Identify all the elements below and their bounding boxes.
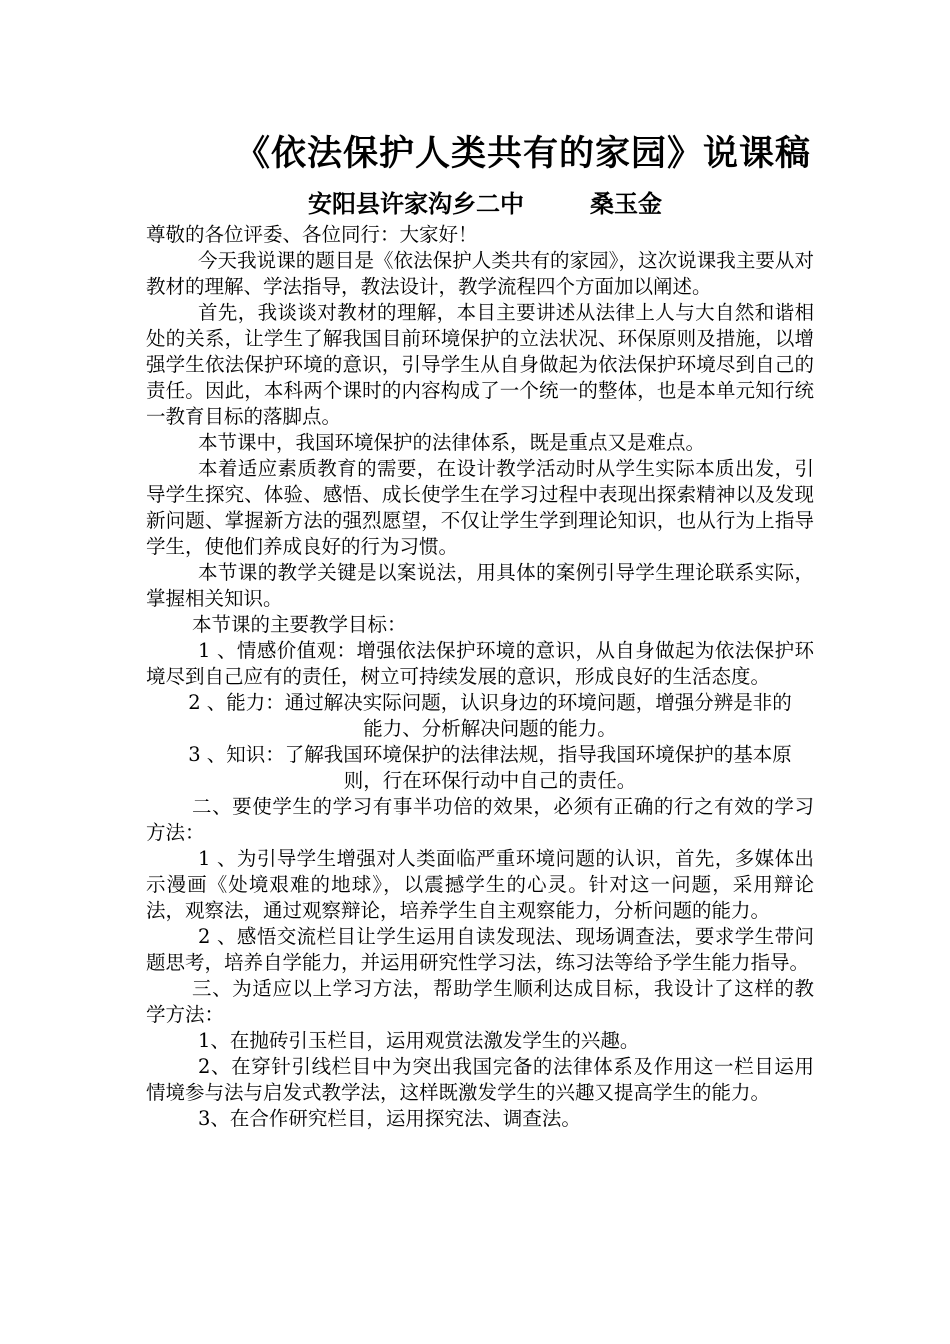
paragraph: 首先，我谈谈对教材的理解，本目主要讲述从法律上人与大自然和谐相处的关系，让学生了解我国目前环境保护的立法状况、环保原则及措施，以增强学生依法保护环境的意识，引导学生从自身做起为依法保护环境尽到自己的责任。因此，本科两个课时的内容构成了一个统一的整体，也是本单元知行统一教育目标的落脚点。 (146, 301, 814, 428)
method-item: 2、在穿针引线栏目中为突出我国完备的法律体系及作用这一栏目运用情境参与法与启发式教学法，这样既激发学生的兴趣又提高学生的能力。 (146, 1055, 814, 1104)
paragraph: 本节课的主要教学目标： (192, 613, 407, 636)
document-title: 《依法保护人类共有的家园》说课稿 (234, 134, 811, 174)
method-item: 1、在抛砖引玉栏目，运用观赏法激发学生的兴趣。 (198, 1029, 640, 1052)
method-item: 1 、为引导学生增强对人类面临严重环境问题的认识，首先，多媒体出示漫画《处境艰难的地球》，以震撼学生的心灵。针对这一问题，采用辩论法，观察法，通过观察辩论，培养学生自主观察能力，分析问题的能力。 (146, 847, 814, 922)
school-name: 安阳县许家沟乡二中 (308, 190, 524, 218)
author-name: 桑玉金 (590, 190, 662, 218)
byline (308, 184, 662, 219)
paragraph: 本节课中，我国环境保护的法律体系，既是重点又是难点。 (198, 431, 706, 454)
method-item: 2 、感悟交流栏目让学生运用自读发现法、现场调查法，要求学生带问题思考，培养自学能力，并运用研究性学习法，练习法等给予学生能力指导。 (146, 925, 814, 974)
paragraph: 本着适应素质教育的需要，在设计教学活动时从学生实际本质出发，引导学生探究、体验、感悟、成长使学生在学习过程中表现出探索精神以及发现新问题、掌握新方法的强烈愿望，不仅让学生学到理论知识，也从行为上指导学生，使他们养成良好的行为习惯。 (146, 457, 814, 558)
section-heading: 二、要使学生的学习有事半功倍的效果，必须有正确的行之有效的学习方法： (146, 795, 814, 844)
greeting: 尊敬的各位评委、各位同行：大家好！ (146, 223, 478, 246)
section-heading: 三、为适应以上学习方法，帮助学生顺利达成目标，我设计了这样的教学方法： (146, 977, 814, 1026)
paragraph: 今天我说课的题目是《依法保护人类共有的家园》，这次说课我主要从对教材的理解、学法指导，教法设计，教学流程四个方面加以阐述。 (146, 249, 814, 298)
goal-item: 3 、知识：了解我国环境保护的法律法规，指导我国环境保护的基本原则，行在环保行动中自己的责任。 (188, 743, 792, 792)
goal-item: 1 、情感价值观：增强依法保护环境的意识，从自身做起为依法保护环境尽到自己应有的责任，树立可持续发展的意识，形成良好的生活态度。 (146, 639, 814, 688)
method-item: 3、在合作研究栏目，运用探究法、调查法。 (198, 1107, 581, 1130)
paragraph: 本节课的教学关键是以案说法，用具体的案例引导学生理论联系实际，掌握相关知识。 (146, 561, 814, 610)
document-body (146, 222, 814, 1132)
goal-item: 2 、能力：通过解决实际问题，认识身边的环境问题，增强分辨是非的能力、分析解决问题的能力。 (188, 691, 792, 740)
